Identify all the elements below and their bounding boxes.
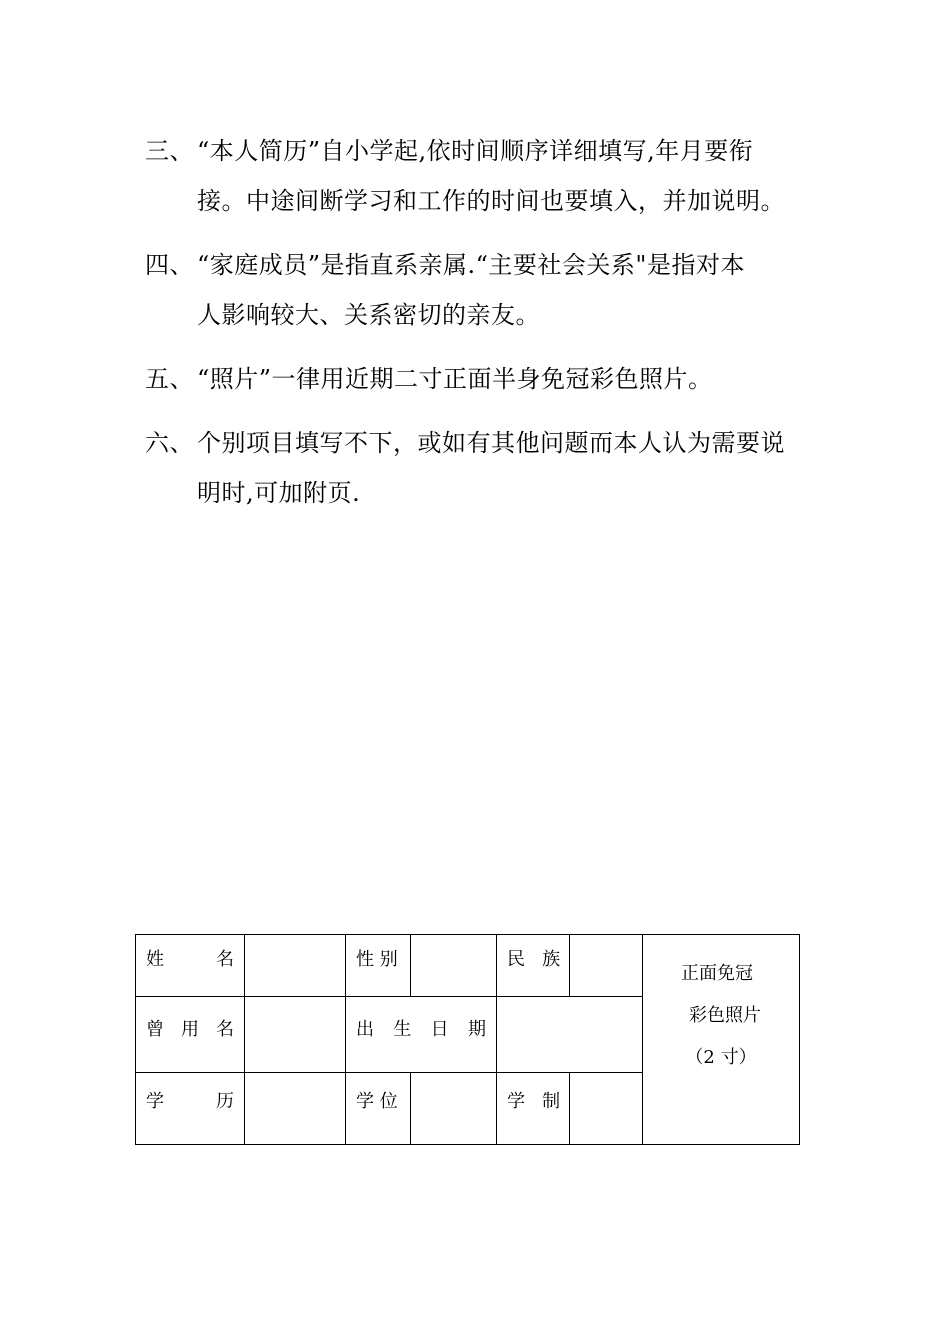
gender-field[interactable] bbox=[411, 935, 497, 997]
photo-caption-line: （2 寸） bbox=[685, 1047, 757, 1068]
former-name-label: 曾 用 名 bbox=[146, 1019, 234, 1040]
photo-caption-line: 正面免冠 bbox=[681, 963, 753, 984]
instruction-text-line: 人影响较大、关系密切的亲友。 bbox=[197, 301, 540, 329]
instructions-list bbox=[145, 126, 815, 532]
instruction-text-line: 明时,可加附页. bbox=[197, 479, 361, 507]
education-field[interactable] bbox=[245, 1073, 346, 1145]
schooling-field[interactable] bbox=[570, 1073, 643, 1145]
instruction-number: 三、 bbox=[145, 137, 194, 165]
instruction-number: 四、 bbox=[145, 251, 194, 279]
name-label: 姓 名 bbox=[146, 949, 234, 970]
name-label-cell bbox=[136, 935, 245, 997]
name-field[interactable] bbox=[245, 935, 346, 997]
instruction-item-4 bbox=[145, 240, 815, 340]
birth-date-label-cell bbox=[346, 997, 497, 1073]
schooling-label: 学 制 bbox=[507, 1091, 561, 1112]
instruction-item-3 bbox=[145, 126, 815, 226]
instruction-item-5 bbox=[145, 354, 815, 404]
instruction-text-line: 个别项目填写不下，或如有其他问题而本人认为需要说 bbox=[197, 429, 785, 457]
schooling-label-cell bbox=[497, 1073, 570, 1145]
instruction-number: 六、 bbox=[145, 429, 194, 457]
instruction-number: 五、 bbox=[145, 365, 194, 393]
instruction-text-line: “本人简历”自小学起,依时间顺序详细填写,年月要衔 bbox=[197, 137, 754, 165]
photo-placeholder[interactable] bbox=[643, 935, 800, 1145]
degree-label: 学 位 bbox=[356, 1091, 398, 1112]
education-label: 学 历 bbox=[146, 1091, 234, 1112]
ethnicity-label-cell bbox=[497, 935, 570, 997]
photo-caption-line: 彩色照片 bbox=[689, 1005, 761, 1026]
personal-info-form bbox=[135, 934, 800, 1145]
gender-label-cell bbox=[346, 935, 411, 997]
ethnicity-field[interactable] bbox=[570, 935, 643, 997]
instruction-text-line: 接。中途间断学习和工作的时间也要填入，并加说明。 bbox=[197, 187, 785, 215]
former-name-label-cell bbox=[136, 997, 245, 1073]
instruction-item-6 bbox=[145, 418, 815, 518]
instruction-text-line: “照片”一律用近期二寸正面半身免冠彩色照片。 bbox=[197, 365, 713, 393]
ethnicity-label: 民 族 bbox=[507, 949, 561, 970]
degree-field[interactable] bbox=[411, 1073, 497, 1145]
form-row bbox=[136, 935, 800, 997]
instruction-text-line: “家庭成员”是指直系亲属.“主要社会关系"是指对本 bbox=[197, 251, 745, 279]
birth-date-field[interactable] bbox=[497, 997, 643, 1073]
degree-label-cell bbox=[346, 1073, 411, 1145]
education-label-cell bbox=[136, 1073, 245, 1145]
birth-date-label: 出 生 日 期 bbox=[356, 1019, 486, 1040]
gender-label: 性 别 bbox=[356, 949, 398, 970]
former-name-field[interactable] bbox=[245, 997, 346, 1073]
